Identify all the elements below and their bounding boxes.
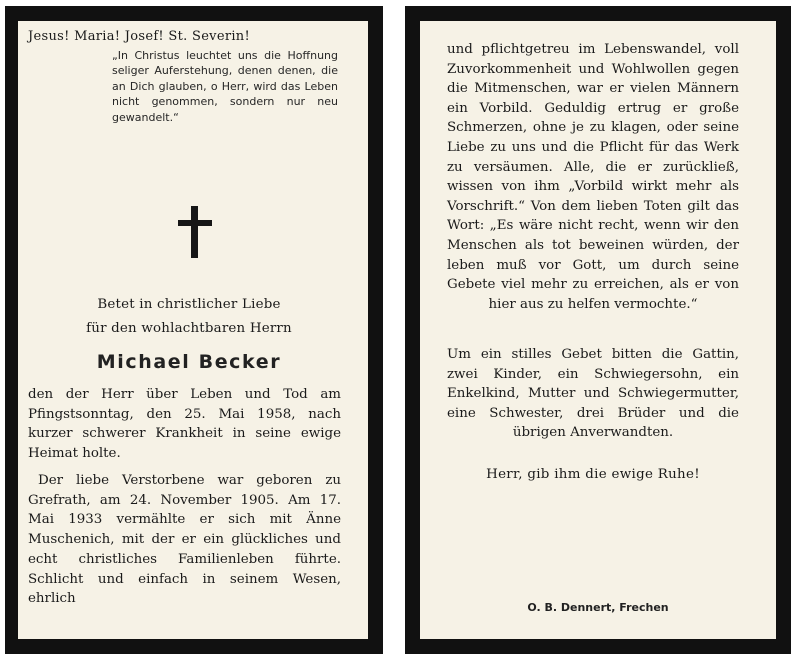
biography-paragraph: Der liebe Verstorbene war geboren zu Grefrath, am 24. November 1905. Am 17. Mai 1933 vermählte er sich mit Änne Muschenich, mit der er ein glückliches und echt christliches Familienleben führte. Schlicht und einfach in seinem Wesen, ehrlich xyxy=(28,473,341,607)
scripture-quote: „In Christus leuchtet uns die Hoffnung seliger Auferstehung, denen denen, die an Dich glauben, o Herr, wird das Leben nicht genommen, sondern nur neu gewandelt.“ xyxy=(112,49,338,124)
prayer-line-2: für den wohlachtbaren Herrn xyxy=(86,321,292,336)
death-notice-paragraph: den der Herr über Leben und Tod am Pfingstsonntag, den 25. Mai 1958, nach kurzer schwerer Krankheit in seine ewige Heimat holte. xyxy=(28,387,341,462)
deceased-name: Michael Becker xyxy=(96,351,282,373)
closing-prayer: Herr, gib ihm die ewige Ruhe! xyxy=(486,467,700,482)
family-prayer-request: Um ein stilles Gebet bitten die Gattin, zwei Kinder, ein Schwiegersohn, ein Enkelkind, Mutter und Schwiegermutter, eine Schwester, drei Brüder und die übrigen Anverwandten. xyxy=(447,347,739,441)
cross-icon xyxy=(178,206,212,258)
invocation-heading: Jesus! Maria! Josef! St. Severin! xyxy=(28,29,250,44)
printer-imprint: O. B. Dennert, Frechen xyxy=(527,601,669,614)
character-paragraph: und pflichtgetreu im Lebenswandel, voll Zuvorkommenheit und Wohlwollen gegen die Mitmenschen, war er vielen Männern ein Vorbild. Geduldig ertrug er große Schmerzen, ohne je zu klagen, oder seine Liebe zu uns und die Pflicht für das Werk zu versäumen. Alle, die er zurückließ, wissen von ihm „Vorbild wirkt mehr als Vorschrift.“ Von dem lieben Toten gilt das Wort: „Es wäre nicht recht, wenn wir den Menschen als tot beweinen würden, der leben muß vor Gott, um durch seine Gebete viel mehr zu erreichen, als er von hier aus zu helfen vermochte.“ xyxy=(447,42,739,312)
prayer-line-1: Betet in christlicher Liebe xyxy=(97,297,281,312)
